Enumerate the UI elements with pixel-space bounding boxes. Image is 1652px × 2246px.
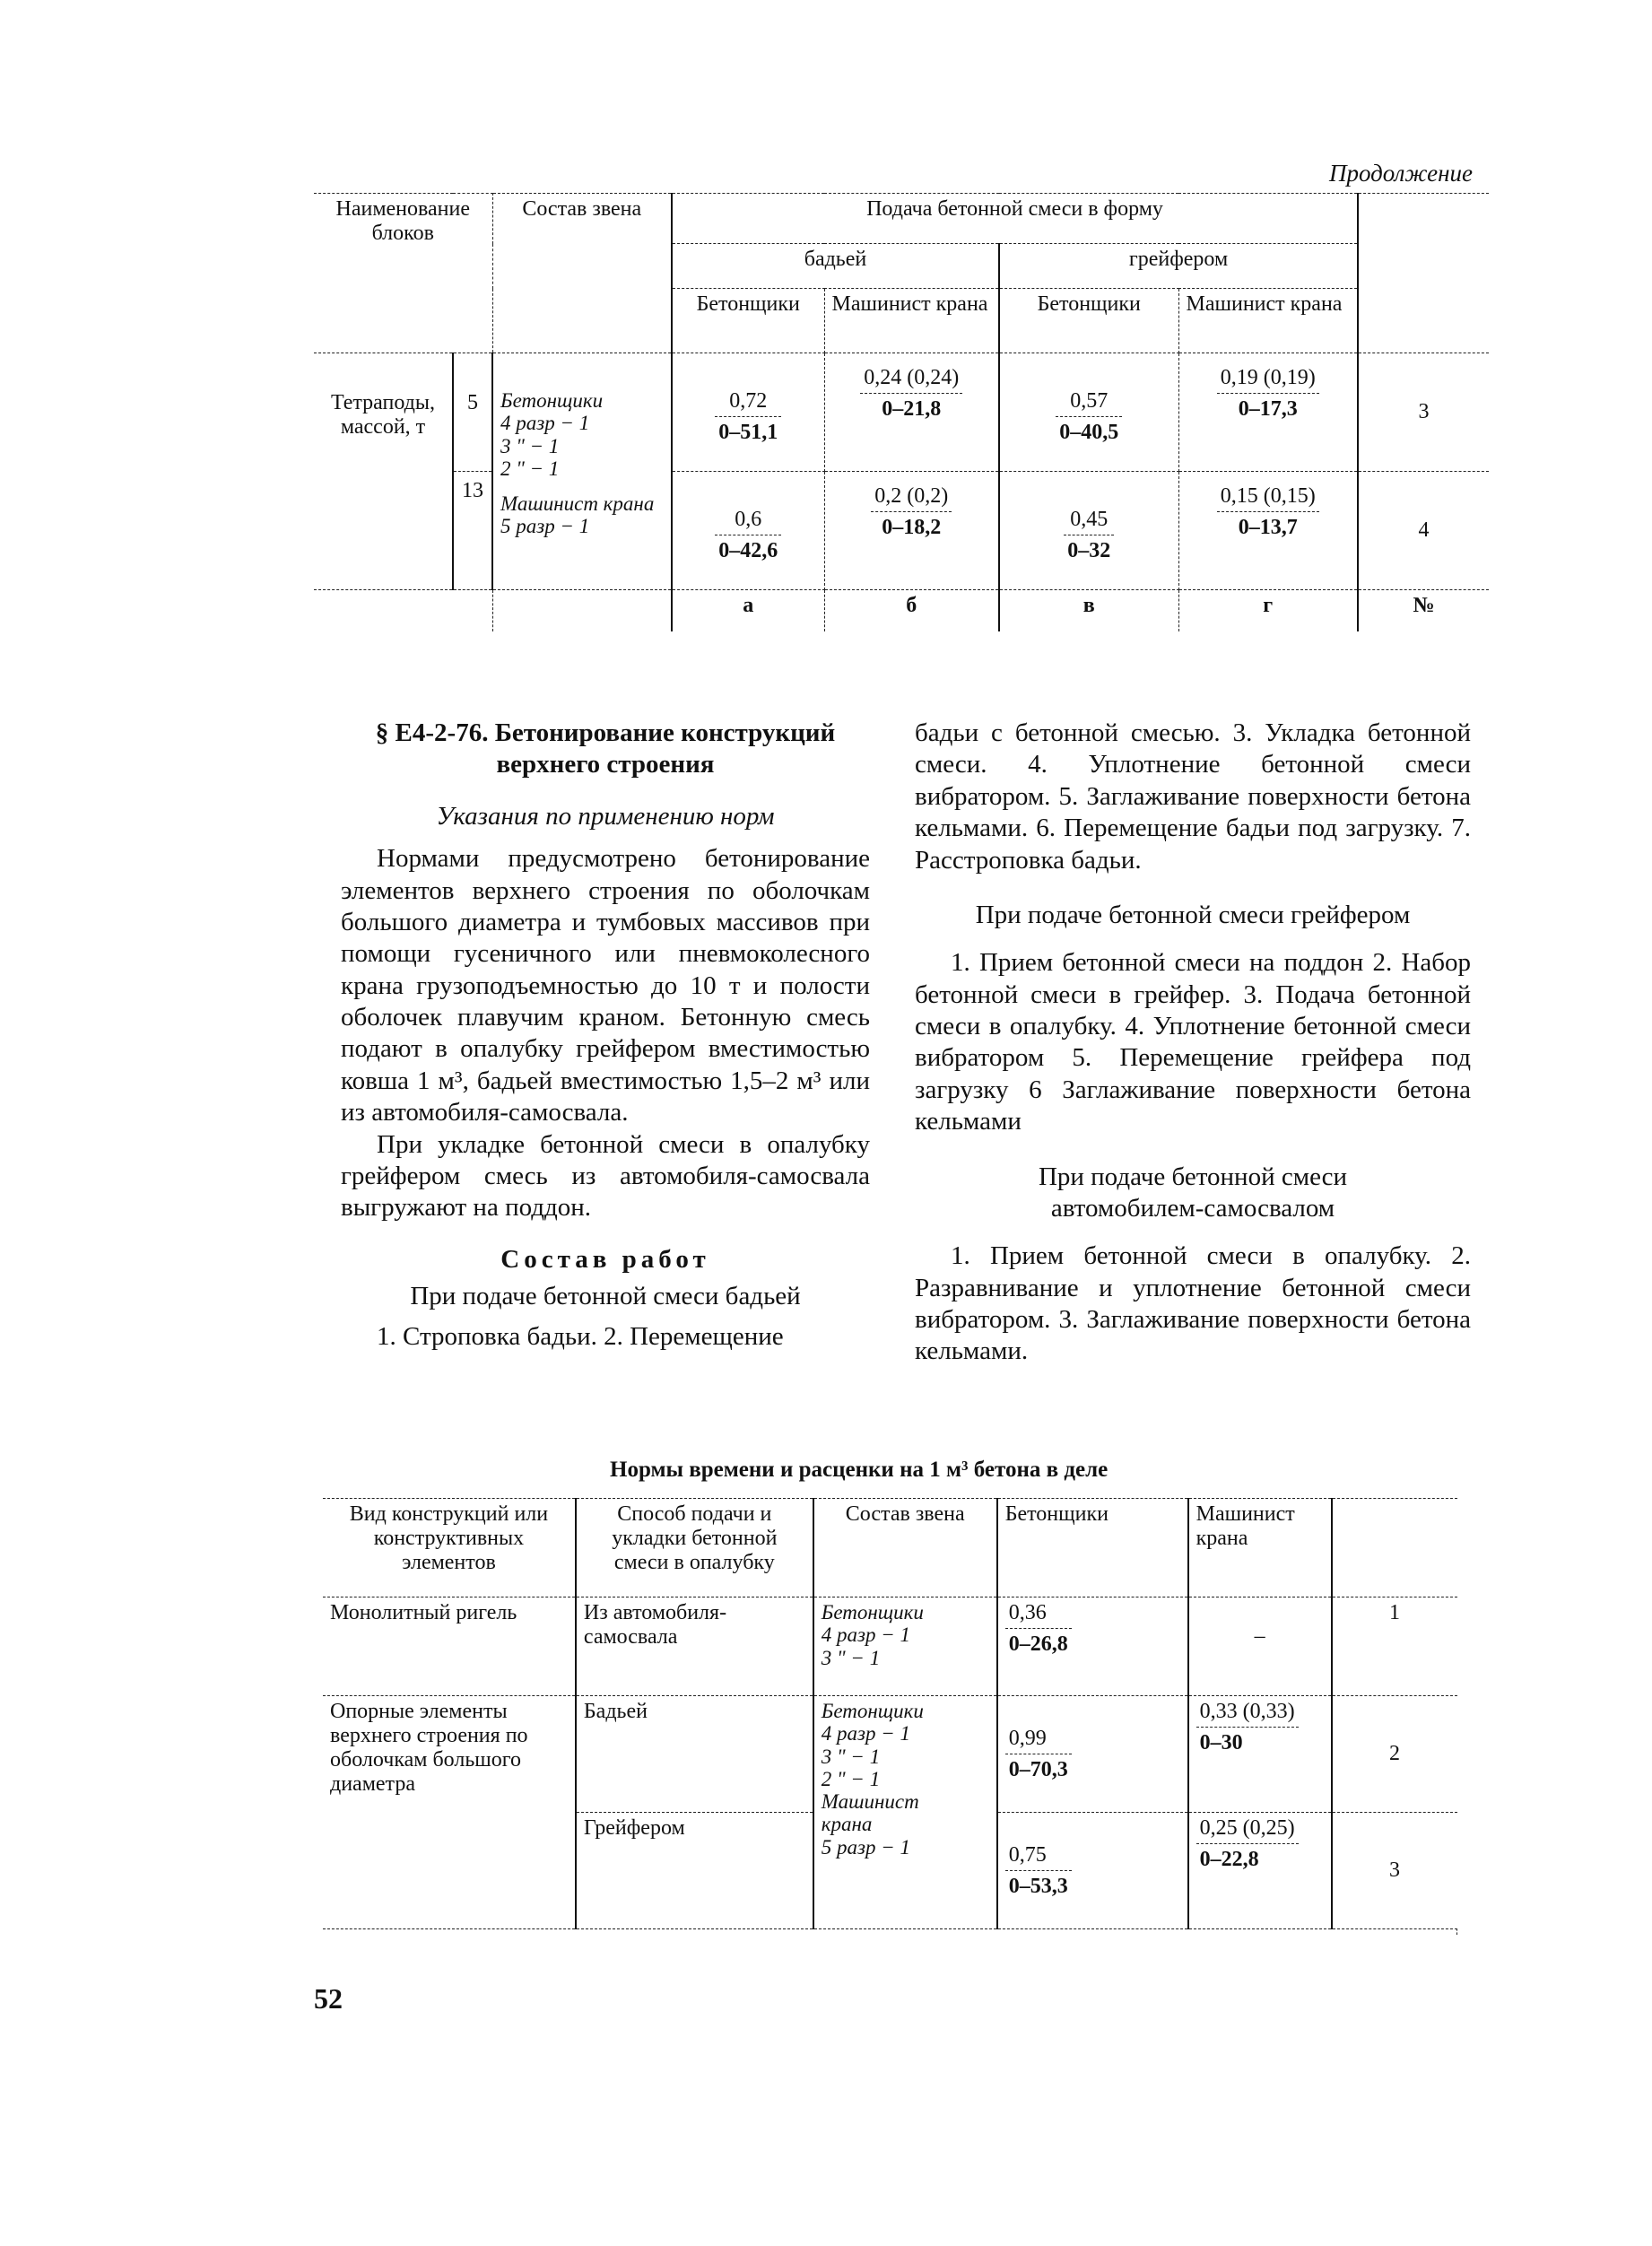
header-crew: Состав звена bbox=[492, 194, 672, 353]
header-supply-method: Способ подачи и укладки бетонной смеси в опалубку bbox=[576, 1499, 813, 1597]
footer-b: б bbox=[824, 590, 999, 631]
cell-a-row3: $\frac{0,72}{0-51,1}$ bbox=[672, 353, 824, 472]
norms-table-2 bbox=[323, 1498, 1457, 1935]
row-number-2: 2 bbox=[1332, 1696, 1457, 1813]
truck-steps: 1. Прием бетонной смеси в опалубку. 2. Разравнивание и уплотнение бетонной смеси вибратором. 3. Заглаживание поверхности бетона кельмами. bbox=[915, 1241, 1471, 1366]
header-crane-operator-g: Машинист крана bbox=[1178, 289, 1358, 353]
guidance-title: Указания по применению норм bbox=[436, 801, 775, 831]
section-title: § Е4-2-76. Бетонирование конструкций верхнего строения bbox=[375, 718, 836, 779]
header-block-name: Наименование блоков bbox=[314, 194, 492, 353]
header-supply: Подача бетонной смеси в форму bbox=[672, 194, 1358, 244]
block-label: Тетраподы, массой, т bbox=[314, 353, 453, 590]
mass-5: 5 bbox=[453, 353, 492, 472]
type-support-elements: Опорные элементы верхнего строения по оболочкам большого диаметра bbox=[323, 1696, 576, 1929]
right-column bbox=[915, 718, 1471, 1368]
cell-a-row4: $\frac{0,6}{0-42,6}$ bbox=[672, 472, 824, 590]
table2-caption: Нормы времени и расценки на 1 м³ бетона в деле bbox=[610, 1458, 1109, 1482]
footer-no: № bbox=[1358, 590, 1489, 631]
header-concrete-workers-a: Бетонщики bbox=[672, 289, 824, 353]
cell-b-row4: $\frac{0,2 (0,2)}{0-18,2}$ bbox=[824, 472, 999, 590]
cell-concrete-workers-row2: $\frac{0,99}{0-70,3}$ bbox=[997, 1696, 1188, 1813]
truck-supply-title: При подаче бетонной смеси автомобилем-самосвалом bbox=[1038, 1162, 1348, 1223]
cell-v-row3: $\frac{0,57}{0-40,5}$ bbox=[999, 353, 1178, 472]
footer-v: в bbox=[999, 590, 1178, 631]
header-crew: Состав звена bbox=[813, 1499, 997, 1597]
cell-v-row4: $\frac{0,45}{0-32}$ bbox=[999, 472, 1178, 590]
bucket-steps-start: 1. Строповка бадьи. 2. Перемещение bbox=[377, 1322, 784, 1352]
mass-13: 13 bbox=[453, 472, 492, 590]
header-grab: грейфером bbox=[999, 244, 1358, 289]
footer-a: а bbox=[672, 590, 824, 631]
row-number-3: 3 bbox=[1332, 1813, 1457, 1929]
crew-row2: Бетонщики 4 разр − 1 3 " − 1 2 " − 1 Машинист крана 5 разр − 1 bbox=[813, 1696, 997, 1929]
method-bucket: Бадьей bbox=[576, 1696, 813, 1813]
crew-composition: Бетонщики 4 разр − 1 3 " − 1 2 " − 1 Машинист крана 5 разр − 1 bbox=[492, 353, 672, 590]
method-truck: Из автомобиля-самосвала bbox=[576, 1597, 813, 1696]
footer-g: г bbox=[1178, 590, 1358, 631]
header-crane-operator: Машинист крана bbox=[1188, 1499, 1332, 1597]
method-grab: Грейфером bbox=[576, 1813, 813, 1929]
header-bucket: бадьей bbox=[672, 244, 999, 289]
cell-concrete-workers-row1: $\frac{0,36}{0-26,8}$ bbox=[997, 1597, 1188, 1696]
cell-concrete-workers-row3: $\frac{0,75}{0-53,3}$ bbox=[997, 1813, 1188, 1929]
grab-steps: 1. Прием бетонной смеси на поддон 2. Набор бетонной смеси в грейфер. 3. Подача бетонной смеси в опалубку. 4. Уплотнение бетонной смеси вибратором 5. Перемещение грейфера под загрузку 6 Заглаживание поверхности бетона кельмами bbox=[915, 948, 1471, 1136]
guidance-paragraph-2: При укладке бетонной смеси в опалубку грейфером смесь из автомобиля-самосвала выгружают на поддон. bbox=[341, 1129, 870, 1223]
grab-supply-title: При подаче бетонной смеси грейфером bbox=[975, 900, 1411, 929]
left-column bbox=[341, 718, 870, 1354]
cell-b-row3: $\frac{0,24 (0,24)}{0-21,8}$ bbox=[824, 353, 999, 472]
bucket-supply-title: При подаче бетонной смеси бадьей bbox=[410, 1282, 801, 1310]
row-number-3: 3 bbox=[1358, 353, 1489, 472]
cell-crane-row1: – bbox=[1188, 1597, 1332, 1696]
crew-row1: Бетонщики 4 разр − 1 3 " − 1 bbox=[813, 1597, 997, 1696]
row-number-4: 4 bbox=[1358, 472, 1489, 590]
continuation-label: Продолжение bbox=[1328, 160, 1473, 187]
header-construction-type: Вид конструкций или конструктивных элементов bbox=[323, 1499, 576, 1597]
cell-g-row4: $\frac{0,15 (0,15)}{0-13,7}$ bbox=[1178, 472, 1358, 590]
bucket-steps-continued: бадьи с бетонной смесью. 3. Укладка бетонной смеси. 4. Уплотнение бетонной смеси вибратором. 5. Заглаживание поверхности бетона кельмами. 6. Перемещение бадьи под загрузку. 7. Расстроповка бадьи. bbox=[915, 718, 1471, 875]
header-crane-operator-b: Машинист крана bbox=[824, 289, 999, 353]
header-concrete-workers-v: Бетонщики bbox=[999, 289, 1178, 353]
page-number: 52 bbox=[314, 1982, 343, 2015]
work-composition-title: Состав работ bbox=[500, 1244, 710, 1274]
cell-g-row3: $\frac{0,19 (0,19)}{0-17,3}$ bbox=[1178, 353, 1358, 472]
guidance-paragraph-1: Нормами предусмотрено бетонирование элементов верхнего строения по оболочкам большого диаметра и тумбовых массивов при помощи гусеничного или пневмоколесного крана грузоподъемностью до 10 т и полости оболочек плавучим краном. Бетонную смесь подают в опалубку грейфером вместимостью ковша 1 м³, бадьей вместимостью 1,5–2 м³ или из автомобиля-самосвала. bbox=[341, 844, 870, 1127]
type-monolithic-beam: Монолитный ригель bbox=[323, 1597, 576, 1696]
cell-crane-row2: $\frac{0,33 (0,33)}{0-30}$ bbox=[1188, 1696, 1332, 1813]
norms-table-continued bbox=[314, 193, 1489, 631]
cell-crane-row3: $\frac{0,25 (0,25)}{0-22,8}$ bbox=[1188, 1813, 1332, 1929]
row-number-1: 1 bbox=[1332, 1597, 1457, 1696]
header-concrete-workers: Бетонщики bbox=[997, 1499, 1188, 1597]
